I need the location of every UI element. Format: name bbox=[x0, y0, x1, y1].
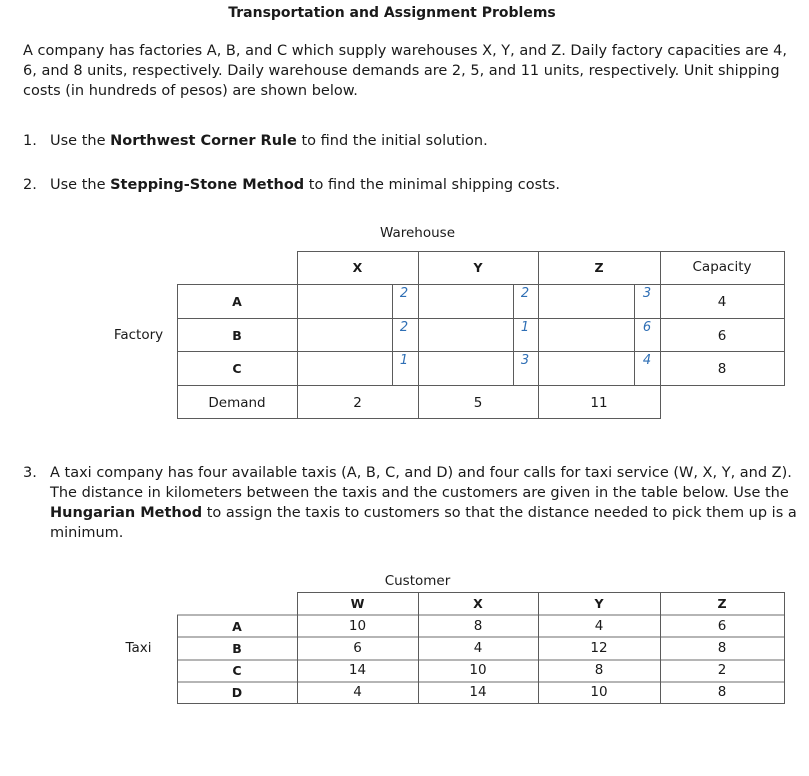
t1-line bbox=[297, 251, 298, 419]
t1-line bbox=[538, 251, 539, 419]
warehouse-header: Warehouse bbox=[379, 225, 456, 241]
distance-a-y: 4 bbox=[594, 618, 604, 634]
column-header-x: X bbox=[352, 260, 363, 275]
factory-label: Factory bbox=[113, 327, 164, 343]
cost-b-y: 1 bbox=[520, 320, 530, 335]
t1-line bbox=[418, 251, 419, 419]
task-1-text-pre: Use the bbox=[50, 133, 111, 149]
t2-line bbox=[297, 592, 785, 593]
t1-line bbox=[177, 318, 785, 319]
taxi-row-c: C bbox=[232, 663, 242, 678]
task-1 bbox=[23, 131, 793, 151]
task-3-number: 3. bbox=[23, 465, 37, 481]
cost-box-line bbox=[634, 284, 635, 385]
demand-y: 5 bbox=[473, 395, 483, 411]
taxi-row-b: B bbox=[232, 641, 242, 656]
cost-a-x: 2 bbox=[399, 286, 409, 301]
taxi-label: Taxi bbox=[125, 640, 152, 656]
row-label-c: C bbox=[232, 361, 242, 376]
cost-c-z: 4 bbox=[642, 353, 652, 368]
task-2 bbox=[23, 175, 793, 195]
distance-d-z: 8 bbox=[717, 684, 727, 700]
distance-b-x: 4 bbox=[473, 640, 483, 656]
task-1-text-post: to find the initial solution. bbox=[296, 133, 488, 149]
task-1-method: Northwest Corner Rule bbox=[110, 133, 297, 149]
distance-a-w: 10 bbox=[348, 618, 367, 634]
column-header-z: Z bbox=[717, 596, 727, 611]
distance-c-z: 2 bbox=[717, 662, 727, 678]
task-3-text-post: to assign the taxis to customers so that the distance needed to pick them up is a minimum. bbox=[50, 505, 797, 541]
task-2-number: 2. bbox=[23, 177, 37, 193]
row-label-a: A bbox=[232, 294, 242, 309]
demand-z: 11 bbox=[590, 395, 608, 411]
demand-x: 2 bbox=[353, 395, 362, 411]
distance-c-x: 10 bbox=[469, 662, 487, 678]
distance-d-w: 4 bbox=[353, 684, 362, 700]
t2-line bbox=[177, 636, 785, 638]
t2-line bbox=[177, 614, 785, 616]
task-2-text-post: to find the minimal shipping costs. bbox=[304, 177, 560, 193]
cost-b-x: 2 bbox=[399, 320, 409, 335]
cost-a-y: 2 bbox=[520, 286, 530, 301]
row-label-b: B bbox=[232, 328, 242, 343]
t1-line bbox=[177, 284, 785, 285]
cost-box-line bbox=[513, 284, 514, 385]
t1-line bbox=[177, 351, 785, 352]
intro-paragraph: A company has factories A, B, and C which supply warehouses X, Y, and Z. Daily factory capacities are 4, 6, and 8 units, respectively. Daily warehouse demands are 2, 5, and 11 units, respectively. Unit shipping costs (in hundreds of pesos) are shown below. bbox=[23, 43, 788, 99]
taxi-row-a: A bbox=[232, 619, 242, 634]
distance-c-y: 8 bbox=[594, 662, 604, 678]
cost-c-x: 1 bbox=[399, 353, 409, 368]
t2-line bbox=[784, 592, 785, 704]
distance-b-z: 8 bbox=[717, 640, 727, 656]
column-header-w: W bbox=[350, 596, 365, 611]
capacity-b: 6 bbox=[717, 328, 727, 344]
distance-a-z: 6 bbox=[717, 618, 727, 634]
capacity-a: 4 bbox=[717, 294, 727, 310]
cost-b-z: 6 bbox=[642, 320, 652, 335]
cost-c-y: 3 bbox=[520, 353, 530, 368]
column-header-y: Y bbox=[473, 260, 483, 275]
distance-d-x: 14 bbox=[469, 684, 487, 700]
task-3-method: Hungarian Method bbox=[50, 505, 203, 521]
column-header-x: X bbox=[473, 596, 483, 611]
t1-line bbox=[297, 251, 785, 252]
t2-line bbox=[177, 681, 785, 683]
task-1-number: 1. bbox=[23, 133, 37, 149]
column-header-y: Y bbox=[594, 596, 604, 611]
demand-label: Demand bbox=[208, 395, 266, 411]
t2-line bbox=[177, 659, 785, 661]
distance-b-w: 6 bbox=[353, 640, 362, 656]
t1-line bbox=[177, 385, 785, 386]
task-2-text-pre: Use the bbox=[50, 177, 111, 193]
task-3 bbox=[23, 463, 809, 543]
cost-a-z: 3 bbox=[642, 286, 652, 301]
distance-d-y: 10 bbox=[590, 684, 608, 700]
t1-line bbox=[784, 251, 785, 386]
column-header-z: Z bbox=[594, 260, 604, 275]
capacity-header: Capacity bbox=[692, 259, 752, 275]
distance-a-x: 8 bbox=[473, 618, 483, 634]
capacity-c: 8 bbox=[717, 361, 727, 377]
cost-box-line bbox=[392, 284, 393, 385]
t2-line bbox=[177, 703, 785, 704]
task-2-method: Stepping-Stone Method bbox=[110, 177, 305, 193]
customer-header: Customer bbox=[384, 573, 451, 589]
distance-b-y: 12 bbox=[590, 640, 608, 656]
page-title: Transportation and Assignment Problems bbox=[228, 5, 556, 21]
distance-c-w: 14 bbox=[348, 662, 367, 678]
taxi-row-d: D bbox=[231, 685, 243, 700]
task-3-text-pre: A taxi company has four available taxis (A, B, C, and D) and four calls for taxi service (W, X, Y, and Z). The distance in kilometers between the taxis and the customers are given in the table below. Use the bbox=[50, 465, 792, 501]
